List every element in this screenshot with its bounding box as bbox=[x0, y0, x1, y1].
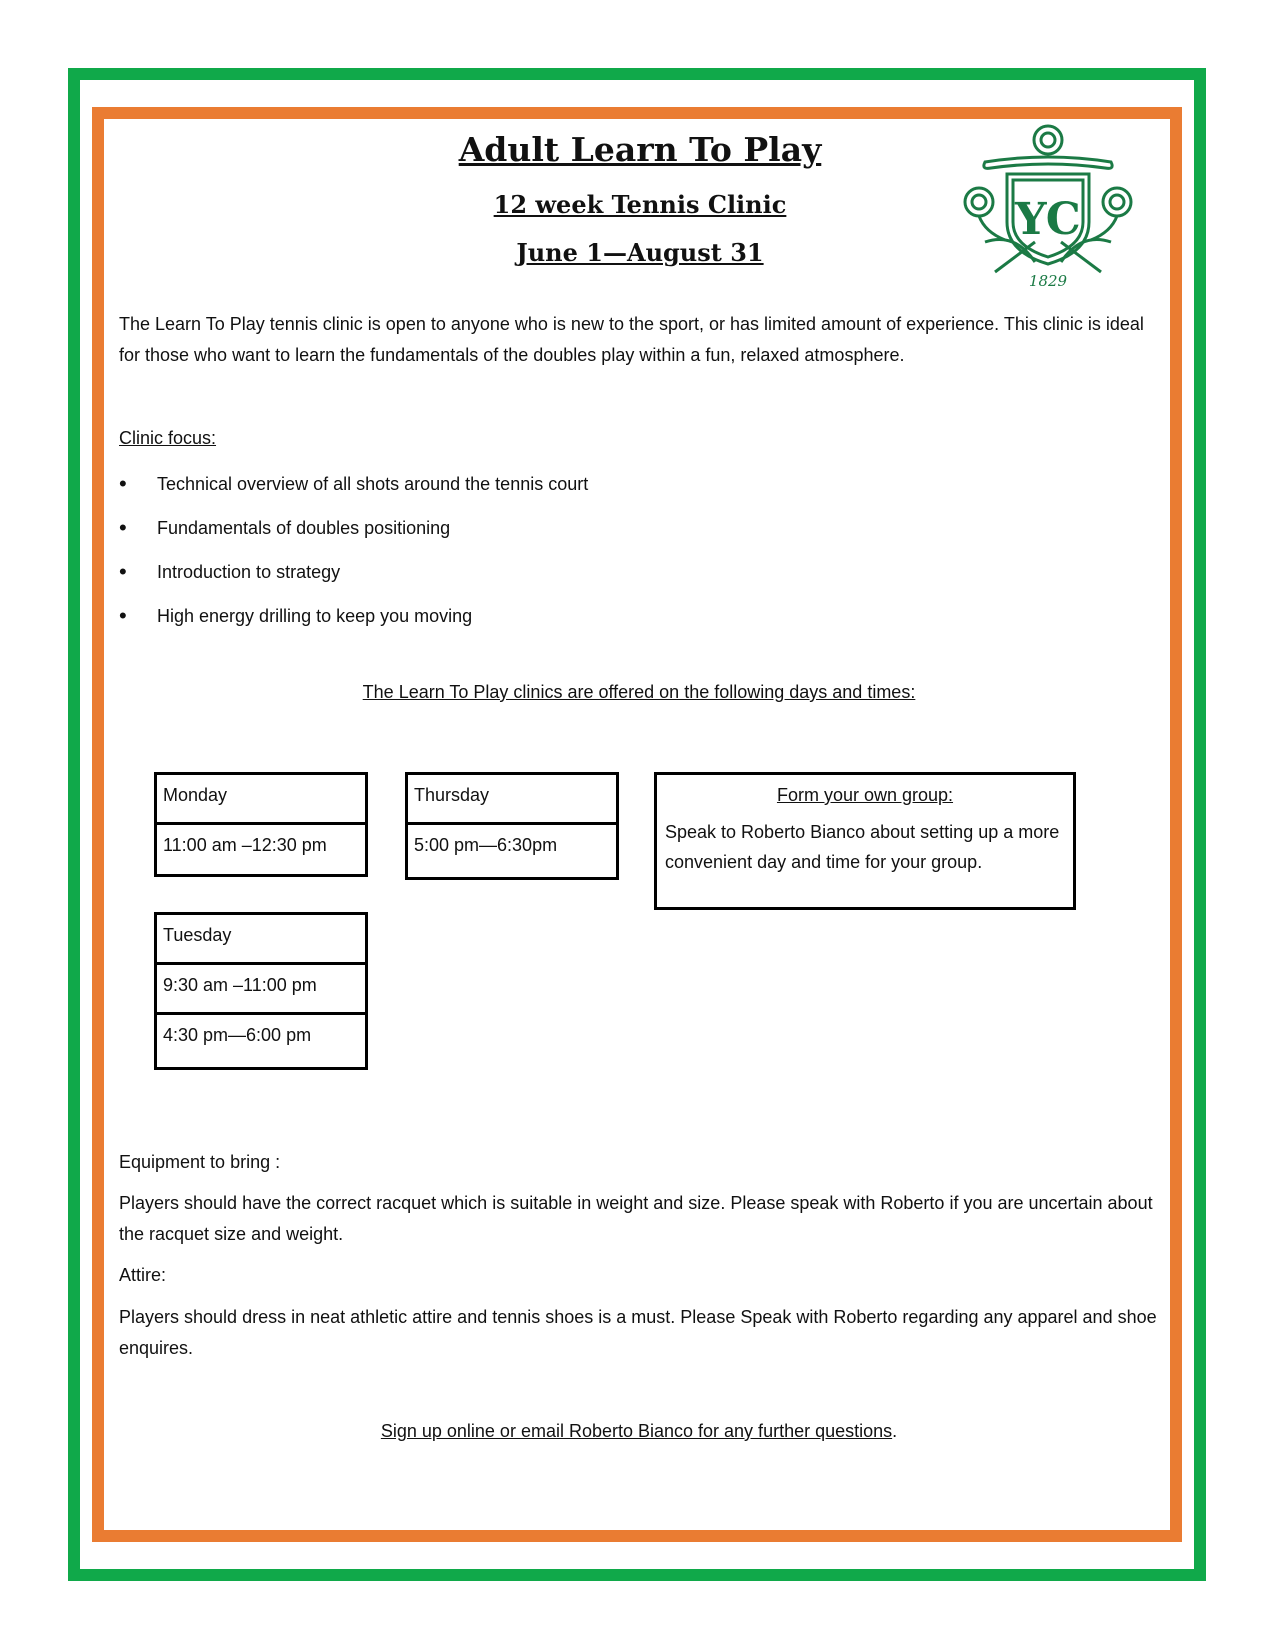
footer-period: . bbox=[892, 1421, 898, 1441]
crest-monogram: YC bbox=[1015, 194, 1081, 245]
monday-schedule bbox=[154, 772, 368, 877]
equipment-heading: Equipment to bring : bbox=[119, 1152, 281, 1172]
equipment-text: Players should have the correct racquet which is suitable in weight and size. Please speak with Roberto if you are uncertain about the racquet size and weight. bbox=[119, 1193, 1153, 1244]
list-item: • Introduction to strategy bbox=[119, 558, 588, 602]
schedule-time: 11:00 am –12:30 pm bbox=[163, 835, 327, 855]
clinic-focus-list bbox=[119, 470, 588, 646]
form-group-text: Speak to Roberto Bianco about setting up a more convenient day and time for your group. bbox=[665, 822, 1060, 872]
schedule-day: Monday bbox=[157, 775, 365, 825]
page-title: Adult Learn To Play bbox=[458, 130, 822, 169]
footer-line bbox=[119, 1421, 1159, 1442]
attire-text: Players should dress in neat athletic attire and tennis shoes is a must. Please Speak with Roberto regarding any apparel and shoe enquires. bbox=[119, 1307, 1157, 1358]
schedule-time: 9:30 am –11:00 pm bbox=[157, 965, 365, 1015]
schedule-day: Thursday bbox=[408, 775, 616, 825]
crest-year: 1829 bbox=[1028, 272, 1068, 290]
list-item: • High energy drilling to keep you moving bbox=[119, 602, 588, 646]
form-group-heading: Form your own group: bbox=[776, 785, 954, 805]
signup-link[interactable]: Sign up online or email Roberto Bianco for any further questions bbox=[380, 1421, 893, 1441]
schedule-day: Tuesday bbox=[157, 915, 365, 965]
club-crest-logo bbox=[955, 122, 1141, 292]
schedule-time: 5:00 pm—6:30pm bbox=[414, 835, 558, 855]
schedule-time: 4:30 pm—6:00 pm bbox=[163, 1025, 312, 1045]
schedule-intro: The Learn To Play clinics are offered on the following days and times: bbox=[362, 682, 916, 702]
tuesday-schedule bbox=[154, 912, 368, 1070]
thursday-schedule bbox=[405, 772, 619, 880]
clinic-focus-heading: Clinic focus: bbox=[119, 428, 217, 448]
list-item: • Technical overview of all shots around the tennis court bbox=[119, 470, 588, 514]
list-item: • Fundamentals of doubles positioning bbox=[119, 514, 588, 558]
clinic-subtitle: 12 week Tennis Clinic bbox=[493, 190, 787, 219]
form-group-box bbox=[654, 772, 1076, 910]
clinic-dates: June 1—August 31 bbox=[516, 238, 764, 267]
intro-paragraph: The Learn To Play tennis clinic is open to anyone who is new to the sport, or has limited amount of experience. This clinic is ideal for those who want to learn the fundamentals of the doubles play within a fun, relaxed atmosphere. bbox=[119, 314, 1144, 365]
attire-heading: Attire: bbox=[119, 1265, 167, 1285]
